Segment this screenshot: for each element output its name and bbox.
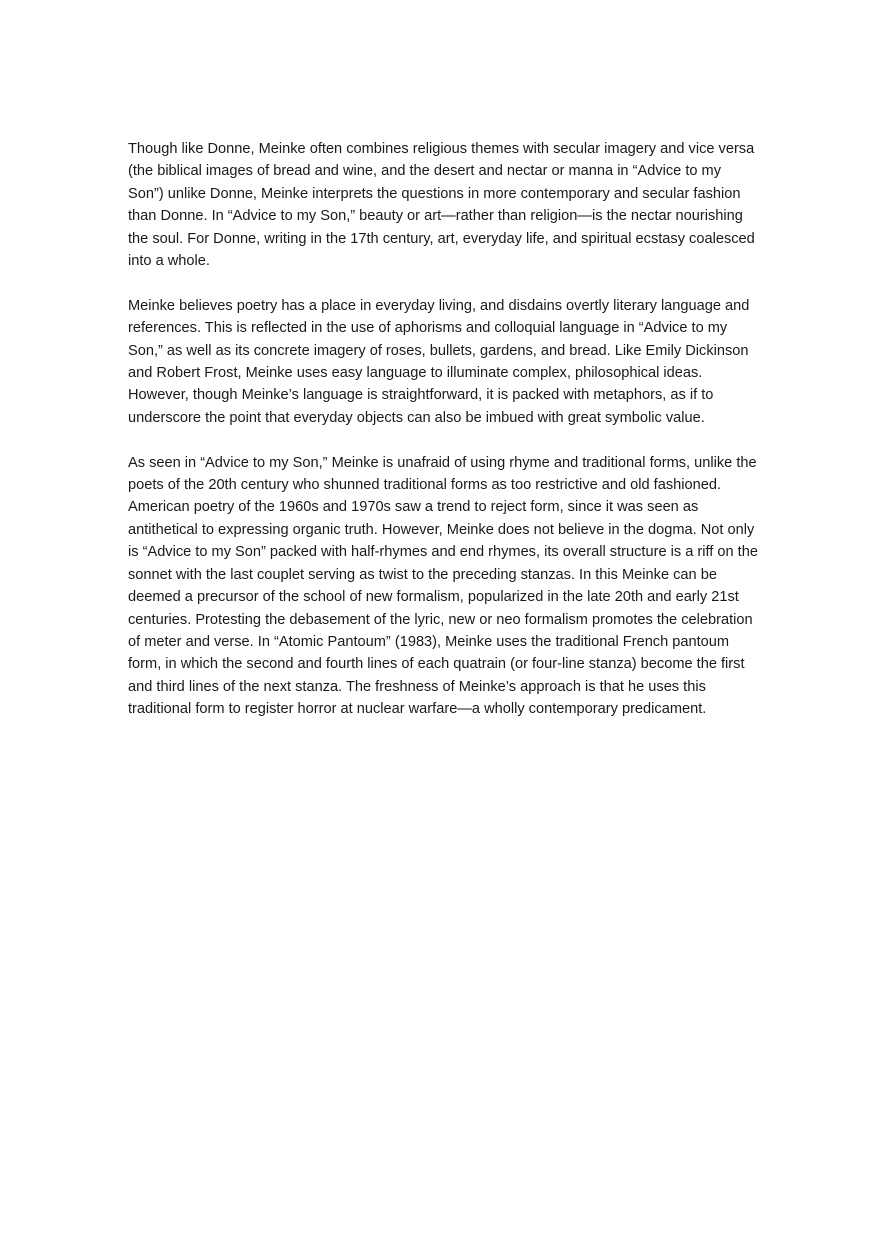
paragraph-3: As seen in “Advice to my Son,” Meinke is unafraid of using rhyme and traditional forms, unlike the poets of the 20th century who shunned traditional forms as too restrictive and old fashioned. American poetry of the 1960s and 1970s saw a trend to reject form, since it was seen as antithetical to expressing organic truth. However, Meinke does not believe in the dogma. Not only is “Advice to my Son” packed with half-rhymes and end rhymes, its overall structure is a riff on the sonnet with the last couplet serving as twist to the preceding stanzas. In this Meinke can be deemed a precursor of the school of new formalism, popularized in the late 20th and early 21st centuries. Protesting the debasement of the lyric, new or neo formalism promotes the celebration of meter and verse. In “Atomic Pantoum” (1983), Meinke uses the traditional French pantoum form, in which the second and fourth lines of each quatrain (or four-line stanza) become the first and third lines of the next stanza. The freshness of Meinke’s approach is that he uses this traditional form to register horror at nuclear warfare—a wholly contemporary predicament. [128, 454, 758, 718]
document-body [128, 138, 760, 743]
paragraph-1: Though like Donne, Meinke often combines religious themes with secular imagery and vice versa (the biblical images of bread and wine, and the desert and nectar or manna in “Advice to my Son”) unlike Donne, Meinke interprets the questions in more contemporary and secular fashion than Donne. In “Advice to my Son,” beauty or art—rather than religion—is the nectar nourishing the soul. For Donne, writing in the 17th century, art, everyday life, and spiritual ecstasy coalesced into a whole. [128, 141, 755, 270]
paragraph-2: Meinke believes poetry has a place in everyday living, and disdains overtly literary language and references. This is reflected in the use of aphorisms and colloquial language in “Advice to my Son,” as well as its concrete imagery of roses, bullets, gardens, and bread. Like Emily Dickinson and Robert Frost, Meinke uses easy language to illuminate complex, philosophical ideas. However, though Meinke’s language is straightforward, it is packed with metaphors, as if to underscore the point that everyday objects can also be imbued with great symbolic value. [128, 297, 750, 426]
